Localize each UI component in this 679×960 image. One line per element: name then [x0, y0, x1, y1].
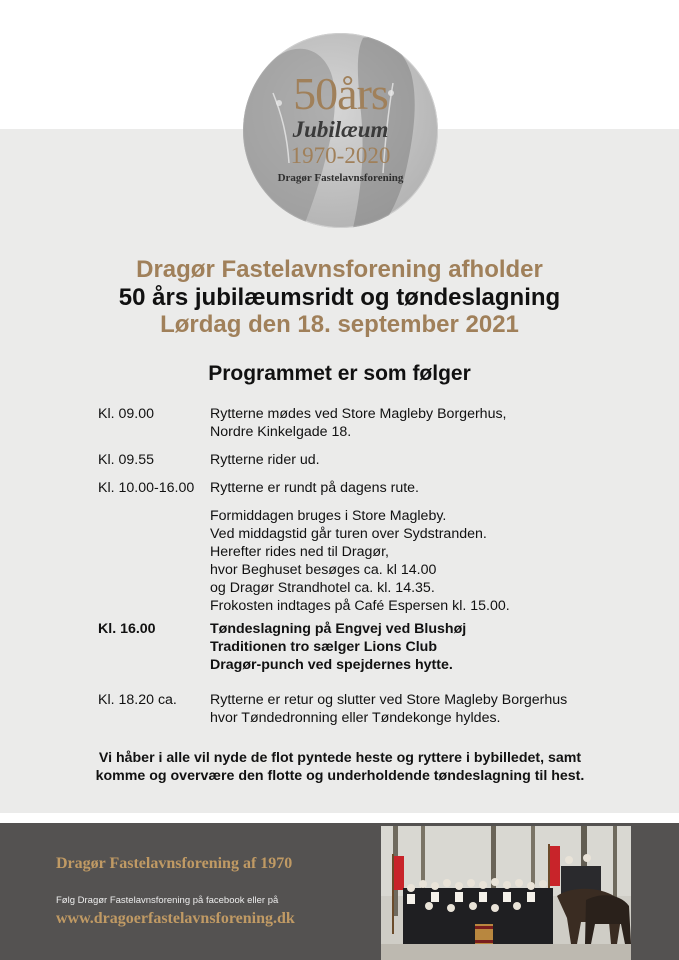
program-time: Kl. 10.00-16.00: [98, 480, 195, 496]
heading-date: Lørdag den 18. september 2021: [160, 311, 519, 338]
program-time: Kl. 09.00: [98, 406, 155, 422]
program-text: Rytterne er rundt på dagens rute.: [210, 480, 419, 496]
logo-year-range: 1970-2020: [290, 143, 391, 168]
program-text: Rytterne mødes ved Store Magleby Borgerhus, Nordre Kinkelgade 18.: [210, 406, 507, 440]
footer-follow-text: Følg Dragør Fastelavnsforening på facebook eller på: [56, 895, 279, 906]
closing-message: Vi håber i alle vil nyde de flot pyntede heste og ryttere i bybilledet, samt komme og overvære den flotte og underholdende tøndeslagning til hest.: [95, 750, 585, 784]
logo-jubilee: Jubilæum: [292, 117, 389, 142]
program-text: Tøndeslagning på Engvej ved Blushøj Traditionen tro sælger Lions Club Dragør-punch ved spejdernes hytte.: [210, 621, 467, 673]
logo-years: 50års: [293, 68, 388, 119]
group-photo-illustration: [381, 826, 631, 960]
program-text: Rytterne er retur og slutter ved Store Magleby Borgerhus hvor Tøndedronning eller Tøndekonge hyldes.: [210, 692, 568, 726]
jubilee-logo: [243, 33, 438, 228]
program-text: Formiddagen bruges i Store Magleby. Ved middagstid går turen over Sydstranden. Herefter rides ned til Dragør, hvor Beghuset besøges ca. kl 14.00 og Dragør Strandhotel ca. kl. 14.35. Frokosten indtages på Café Espersen kl. 15.00.: [210, 508, 510, 614]
program-time: Kl. 09.55: [98, 452, 155, 468]
divider-strip: [0, 813, 679, 823]
footer-website-link[interactable]: www.dragoerfastelavnsforening.dk: [56, 910, 295, 927]
footer-organization: Dragør Fastelavnsforening af 1970: [56, 855, 293, 872]
program-text: Rytterne rider ud.: [210, 452, 320, 468]
program-title: Programmet er som følger: [208, 362, 471, 385]
logo-organization: Dragør Fastelavnsforening: [277, 172, 404, 184]
heading-event: 50 års jubilæumsridt og tøndeslagning: [118, 284, 561, 311]
program-time: Kl. 18.20 ca.: [98, 692, 177, 708]
heading-organizer: Dragør Fastelavnsforening afholder: [136, 256, 543, 283]
group-photo: [381, 826, 631, 960]
program-time: Kl. 16.00: [98, 621, 156, 637]
